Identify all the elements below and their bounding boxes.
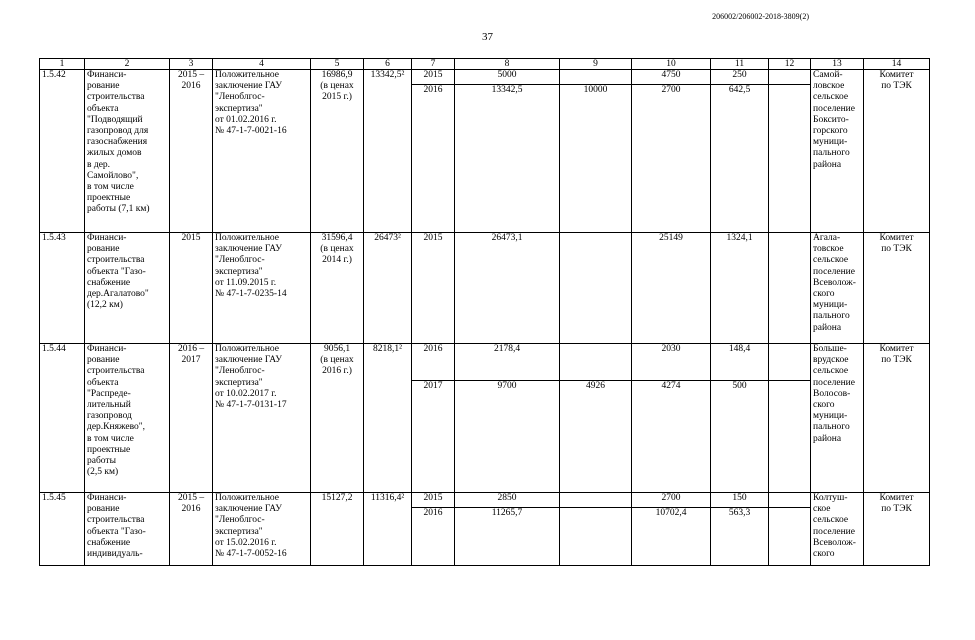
row-recipient: Больше- врудское сельское поселение Волосов- ского муници- пального района: [811, 344, 864, 493]
other-cell: [769, 344, 811, 381]
row-number: 1.5.42: [40, 70, 85, 233]
column-number: 11: [711, 59, 769, 70]
table-row: [40, 344, 930, 381]
row-number: 1.5.43: [40, 233, 85, 344]
row-recipient: Колтуш- ское сельское поселение Всеволож- ского: [811, 493, 864, 566]
year-cell: 2015: [412, 493, 455, 508]
total-cell: 13342,5: [455, 85, 560, 233]
row-remaining: 8218,1²: [364, 344, 412, 493]
local-cell: 1324,1: [711, 233, 769, 344]
column-number: 3: [170, 59, 213, 70]
year-cell: 2016: [412, 508, 455, 566]
total-cell: 11265,7: [455, 508, 560, 566]
regional-cell: 2700: [632, 493, 711, 508]
table-row: [40, 493, 930, 508]
federal-cell: [560, 493, 632, 508]
page-number: 37: [482, 31, 493, 43]
year-cell: 2015: [412, 233, 455, 344]
local-cell: 500: [711, 381, 769, 493]
federal-cell: [560, 344, 632, 381]
document-id: 206002/206002-2018-3809(2): [712, 12, 809, 21]
program-table: [39, 58, 930, 566]
row-expertise: Положительное заключение ГАУ "Леноблгос- экспертиза" от 10.02.2017 г. № 47-1-7-0131-17: [213, 344, 311, 493]
local-cell: 148,4: [711, 344, 769, 381]
federal-cell: 10000: [560, 85, 632, 233]
column-number-row: [40, 59, 930, 70]
other-cell: [769, 508, 811, 566]
row-recipient: Агала- товское сельское поселение Всеволож- ского муници- пального района: [811, 233, 864, 344]
row-executor: Комитет по ТЭК: [864, 70, 930, 233]
row-number: 1.5.44: [40, 344, 85, 493]
row-expertise: Положительное заключение ГАУ "Леноблгос- экспертиза" от 11.09.2015 г. № 47-1-7-0235-14: [213, 233, 311, 344]
local-cell: 642,5: [711, 85, 769, 233]
total-cell: 26473,1: [455, 233, 560, 344]
row-description: Финанси- рование строительства объекта "Распреде- лительный газопровод дер.Княжево", в том числе проектные работы (2,5 км): [85, 344, 170, 493]
column-number: 9: [560, 59, 632, 70]
total-cell: 2850: [455, 493, 560, 508]
year-cell: 2017: [412, 381, 455, 493]
other-cell: [769, 493, 811, 508]
row-cost: 31596,4 (в ценах 2014 г.): [311, 233, 364, 344]
column-number: 13: [811, 59, 864, 70]
column-number: 12: [769, 59, 811, 70]
row-expertise: Положительное заключение ГАУ "Леноблгос- экспертиза" от 15.02.2016 г. № 47-1-7-0052-16: [213, 493, 311, 566]
column-number: 1: [40, 59, 85, 70]
row-expertise: Положительное заключение ГАУ "Леноблгос- экспертиза" от 01.02.2016 г. № 47-1-7-0021-16: [213, 70, 311, 233]
regional-cell: 2700: [632, 85, 711, 233]
row-period: 2015 – 2016: [170, 493, 213, 566]
total-cell: 5000: [455, 70, 560, 85]
column-number: 7: [412, 59, 455, 70]
row-number: 1.5.45: [40, 493, 85, 566]
regional-cell: 4274: [632, 381, 711, 493]
local-cell: 250: [711, 70, 769, 85]
row-remaining: 26473²: [364, 233, 412, 344]
row-remaining: 13342,5²: [364, 70, 412, 233]
row-recipient: Самой- ловское сельское поселение Боксито- горского муници- пального района: [811, 70, 864, 233]
local-cell: 150: [711, 493, 769, 508]
year-cell: 2016: [412, 85, 455, 233]
column-number: 2: [85, 59, 170, 70]
regional-cell: 4750: [632, 70, 711, 85]
other-cell: [769, 85, 811, 233]
row-description: Финанси- рование строительства объекта "Подводящий газопровод для газоснабжения жилых домов в дер. Самойлово", в том числе проектные работы (7,1 км): [85, 70, 170, 233]
row-cost: 16986,9 (в ценах 2015 г.): [311, 70, 364, 233]
total-cell: 2178,4: [455, 344, 560, 381]
row-executor: Комитет по ТЭК: [864, 233, 930, 344]
federal-cell: [560, 508, 632, 566]
column-number: 4: [213, 59, 311, 70]
row-executor: Комитет по ТЭК: [864, 344, 930, 493]
row-period: 2015 – 2016: [170, 70, 213, 233]
year-cell: 2016: [412, 344, 455, 381]
regional-cell: 25149: [632, 233, 711, 344]
federal-cell: [560, 70, 632, 85]
federal-cell: 4926: [560, 381, 632, 493]
row-period: 2015: [170, 233, 213, 344]
federal-cell: [560, 233, 632, 344]
regional-cell: 10702,4: [632, 508, 711, 566]
column-number: 14: [864, 59, 930, 70]
table-row: [40, 233, 930, 344]
row-remaining: 11316,4²: [364, 493, 412, 566]
other-cell: [769, 70, 811, 85]
row-cost: 15127,2: [311, 493, 364, 566]
other-cell: [769, 381, 811, 493]
row-period: 2016 – 2017: [170, 344, 213, 493]
column-number: 10: [632, 59, 711, 70]
row-cost: 9056,1 (в ценах 2016 г.): [311, 344, 364, 493]
other-cell: [769, 233, 811, 344]
column-number: 8: [455, 59, 560, 70]
row-description: Финанси- рование строительства объекта "Газо- снабжение индивидуаль-: [85, 493, 170, 566]
year-cell: 2015: [412, 70, 455, 85]
total-cell: 9700: [455, 381, 560, 493]
column-number: 5: [311, 59, 364, 70]
column-number: 6: [364, 59, 412, 70]
row-description: Финанси- рование строительства объекта "Газо- снабжение дер.Агалатово" (12,2 км): [85, 233, 170, 344]
table-row: [40, 70, 930, 85]
regional-cell: 2030: [632, 344, 711, 381]
local-cell: 563,3: [711, 508, 769, 566]
row-executor: Комитет по ТЭК: [864, 493, 930, 566]
